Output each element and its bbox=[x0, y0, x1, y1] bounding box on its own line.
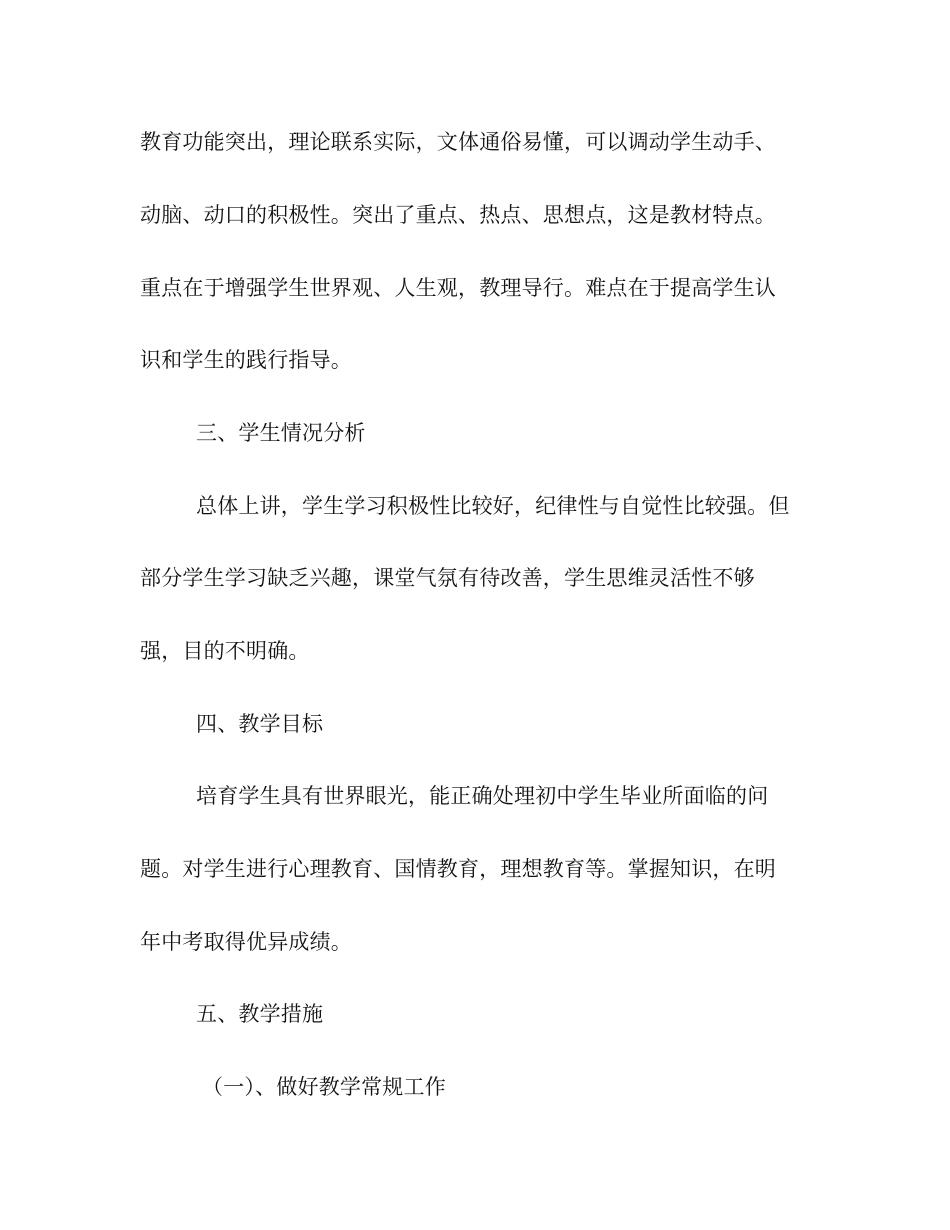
paragraph-line: 识和学生的践行指导。 bbox=[140, 348, 352, 372]
paragraph-line: 总体上讲，学生学习积极性比较好，纪律性与自觉性比较强。但 bbox=[196, 494, 790, 518]
paragraph-line: 教育功能突出，理论联系实际，文体通俗易懂，可以调动学生动手、 bbox=[140, 130, 776, 154]
paragraph-line: 年中考取得优异成绩。 bbox=[140, 930, 352, 954]
paragraph-line: 部分学生学习缺乏兴趣，课堂气氛有待改善，学生思维灵活性不够 bbox=[140, 566, 755, 590]
paragraph-line: 动脑、动口的积极性。突出了重点、热点、思想点，这是教材特点。 bbox=[140, 203, 776, 227]
paragraph-line: 强，目的不明确。 bbox=[140, 639, 310, 663]
section-heading: 四、教学目标 bbox=[196, 712, 324, 736]
paragraph-line: 题。对学生进行心理教育、国情教育，理想教育等。掌握知识，在明 bbox=[140, 857, 776, 881]
section-heading: 五、教学措施 bbox=[196, 1002, 324, 1026]
subsection-heading: （一）、做好教学常规工作 bbox=[202, 1075, 446, 1099]
section-heading: 三、学生情况分析 bbox=[196, 421, 366, 445]
paragraph-line: 重点在于增强学生世界观、人生观，教理导行。难点在于提高学生认 bbox=[140, 276, 776, 300]
paragraph-line: 培育学生具有世界眼光，能正确处理初中学生毕业所面临的问 bbox=[196, 784, 769, 808]
